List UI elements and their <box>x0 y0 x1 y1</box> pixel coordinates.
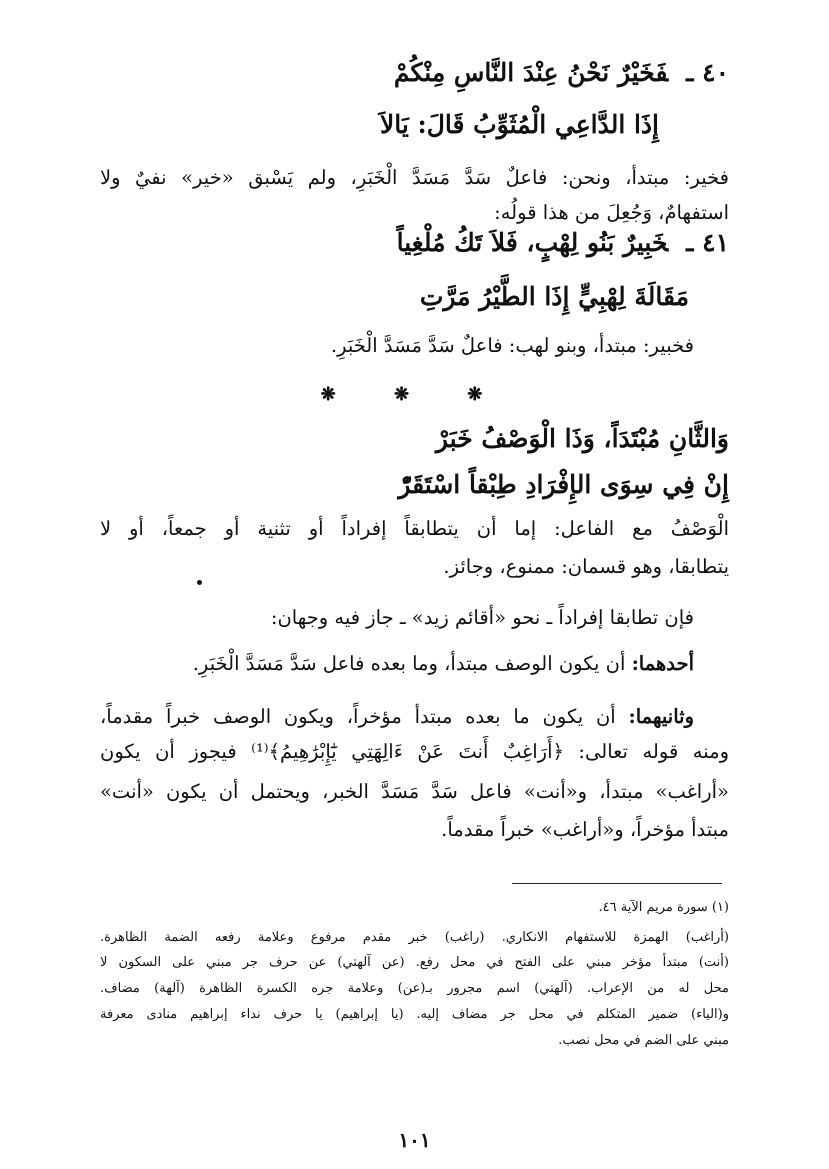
commentary-p4-line-1-wrap <box>100 705 694 728</box>
verse-40-hemistich-1: فَخَيْرٌ نَحْنُ عِنْدَ النَّاسِ مِنْكُمْ <box>393 58 669 87</box>
commentary-p4-line-2: ومنه قوله تعالى: ﴿أَرَاغِبٌ أَنتَ عَنْ ءَالِهَتِي يَٰٓإِبْرَٰهِيمُ﴾⁽¹⁾ فيجوز أن يكون <box>100 740 729 763</box>
commentary-p1-line-1: الْوَصْفُ مع الفاعل: إما أن يتطابقاً إفراداً أو تثنية أو جمعاً، أو لا <box>100 517 729 540</box>
verse-41-hemistich-1: خَبِيرٌ بَنُو لِهْبٍ، فَلاَ تَكُ مُلْغِياً <box>396 228 669 257</box>
footnote-1-source: (١) سورة مريم الآية ٤٦. <box>598 900 729 915</box>
commentary-p4-line-1: أن يكون ما بعده مبتدأ مؤخراً، ويكون الوصف خبراً مقدماً، <box>100 705 629 728</box>
verse-40-first-hemistich <box>96 58 729 87</box>
footnote-rule <box>512 883 722 884</box>
explanation-40-line-1: فخير: مبتدأ، ونحن: فاعلٌ سَدَّ مَسَدَّ الْخَبَرِ، ولم يَسْبق «خير» نفيٌ ولا <box>100 166 729 189</box>
commentary-p1-line-2: يتطابقا، وهو قسمان: ممنوع، وجائز. <box>443 555 729 578</box>
footnote-line-4: و(الياء) ضمير المتكلم في محل جر مضاف إليه. (يا إبراهيم) يا حرف نداء إبراهيم منادى معرفة <box>100 1007 729 1022</box>
commentary-p3-label: أحدهما: <box>631 652 694 675</box>
commentary-p3 <box>100 652 694 675</box>
alfiyya-verse-line-2: إِنْ فِي سِوَى الإِفْرَادِ طِبْقاً اسْتَقَرّْ <box>398 470 729 499</box>
commentary-p4-line-3: «أراغب» مبتدأ، و«أنت» فاعل سَدَّ مَسَدَّ الخبر، ويحتمل أن يكون «أنت» <box>100 780 729 803</box>
commentary-p3-text: أن يكون الوصف مبتدأ، وما بعده فاعل سَدَّ مَسَدَّ الْخَبَرِ. <box>192 652 632 675</box>
verse-40-hemistich-2: إِذَا الدَّاعِي الْمُثَوِّبُ قَالَ: يَالاَ <box>379 110 659 139</box>
alfiyya-verse-line-1: وَالثَّانِ مُبْتَدَاً، وَذَا الْوَصْفُ خَبَرْ <box>435 424 729 453</box>
commentary-p4-label: وثانيهما: <box>628 705 694 728</box>
commentary-p4-line-4: مبتدأ مؤخراً، و«أراغب» خبراً مقدماً. <box>441 818 729 841</box>
page-number: ١٠١ <box>398 1128 431 1152</box>
footnote-line-5: مبني على الضم في محل نصب. <box>558 1033 729 1048</box>
verse-41-number: ٤١ ـ <box>686 228 729 257</box>
explanation-41: فخبير: مبتدأ، وبنو لهب: فاعلٌ سَدَّ مَسَدَّ الْخَبَرِ. <box>330 334 694 357</box>
commentary-p2: فإن تطابقا إفراداً ـ نحو «أقائم زيد» ـ جاز فيه وجهان: <box>270 606 694 629</box>
footnote-line-1: (أراغب) الهمزة للاستفهام الانكاري. (راغب) خبر مقدم مرفوع وعلامة رفعه الضمة الظاهرة. <box>100 930 729 945</box>
verse-41-first-hemistich <box>96 228 729 257</box>
footnote-line-3: محل له من الإعراب. (آلهتي) اسم مجرور بـ(عن) وعلامة جره الكسرة الظاهرة (آلهة) مضاف. <box>100 981 729 996</box>
explanation-40-line-2: استفهامٌ، وَجُعِلَ من هذا قولُه: <box>494 201 729 224</box>
section-separator: ❋ ❋ ❋ <box>320 384 509 405</box>
verse-41-hemistich-2: مَقَالَةَ لِهْبِيٍّ إِذَا الطَّيْرُ مَرَّتِ <box>419 282 689 311</box>
stray-dot <box>197 580 202 585</box>
verse-40-number: ٤٠ ـ <box>686 58 729 87</box>
footnote-line-2: (أنت) مبتدأ مؤخر مبني على الفتح في محل رفع. (عن آلهتي) عن حرف جر مبني على السكون لا <box>100 955 729 970</box>
